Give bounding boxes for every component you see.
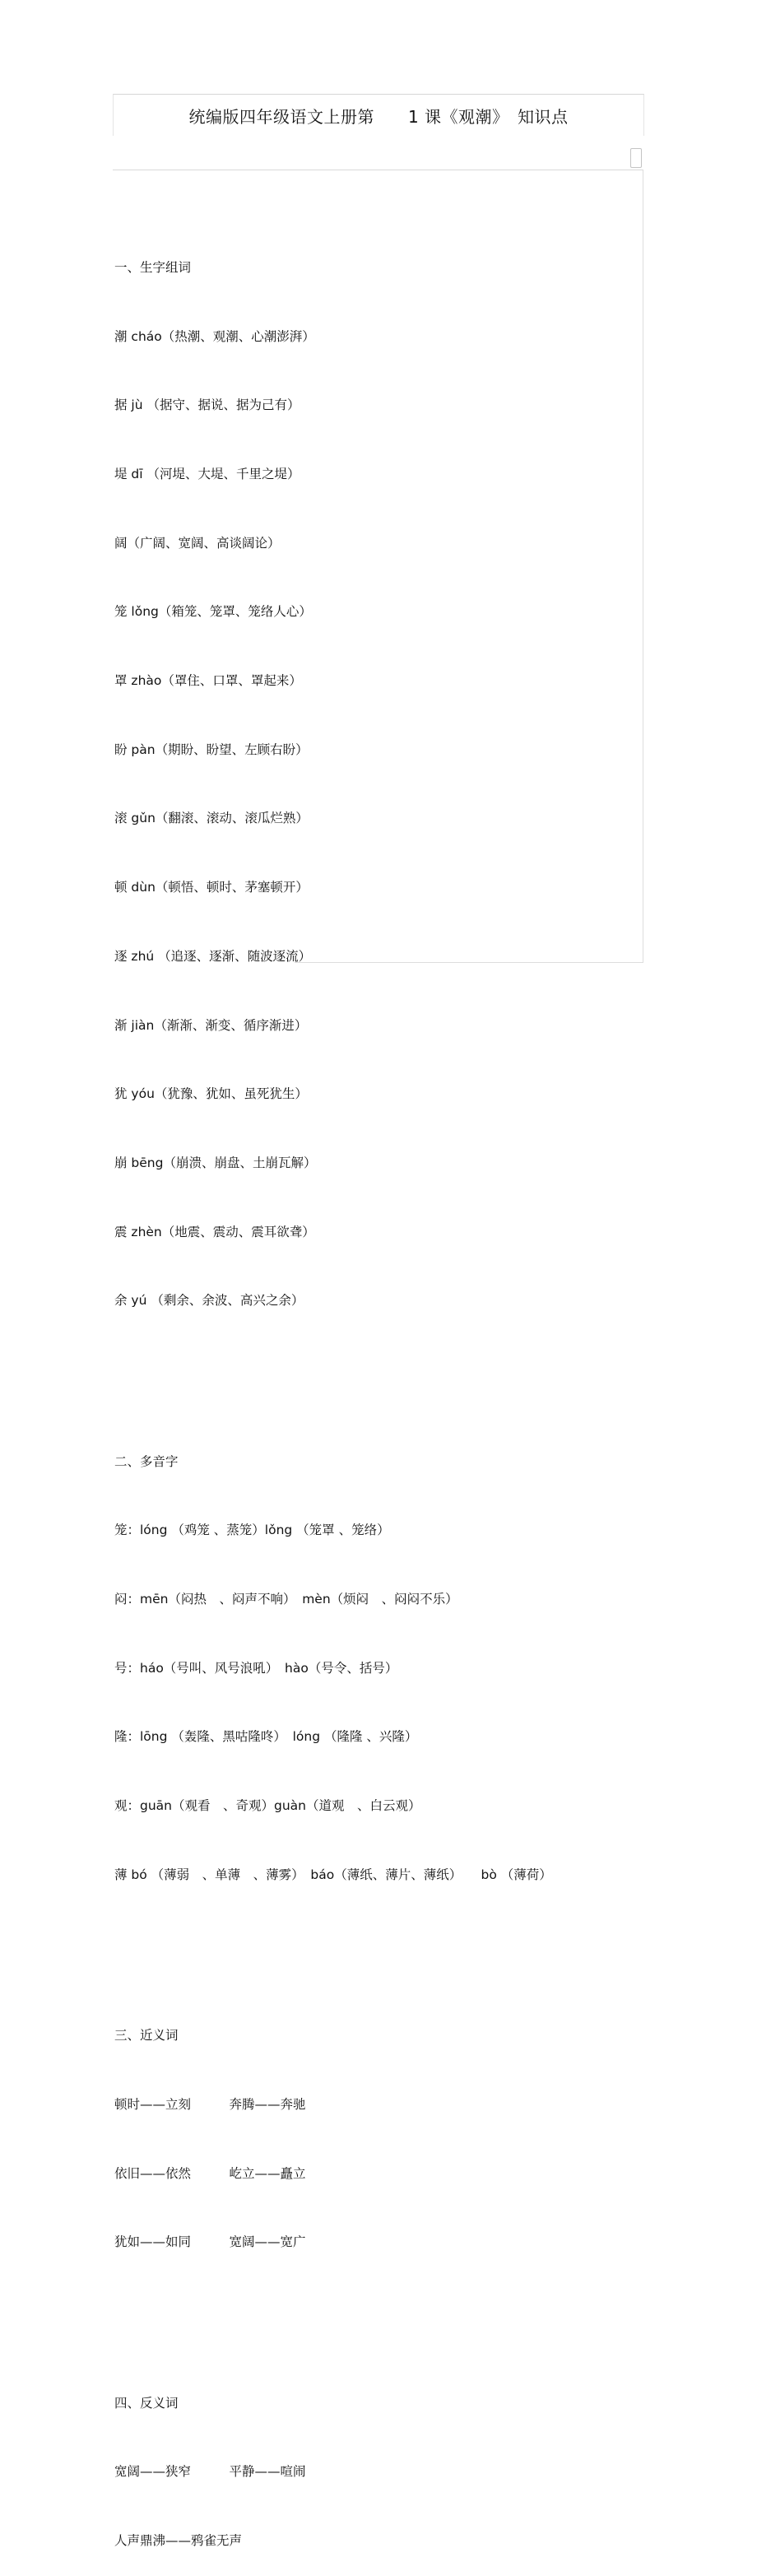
section-heading: 一、生字组词 [114,259,192,275]
list-item: 隆：lōng （轰隆、黑咕隆咚） lóng （隆隆 、兴隆） [114,1729,418,1745]
title-box [113,94,644,136]
section-heading: 三、近义词 [114,2028,179,2044]
list-item: 号：háo（号叫、风号浪吼） hào（号令、括号） [114,1660,398,1676]
list-item: 崩 bēng（崩溃、崩盘、土崩瓦解） [114,1155,317,1170]
list-item: 阔（广阔、宽阔、高谈阔论） [114,535,281,551]
list-item: 渐 jiàn（渐渐、渐变、循序渐进） [114,1017,308,1033]
document-body [114,211,641,2576]
list-item: 犹 yóu（犹豫、犹如、虽死犹生） [114,1086,308,1102]
list-item: 罩 zhào（罩住、口罩、罩起来） [114,673,302,689]
list-item: 宽阔——狭窄 平静——喧闹 [114,2464,306,2480]
list-item: 观：guān（观看 、奇观）guàn（道观 、白云观） [114,1798,421,1814]
list-item: 人声鼎沸——鸦雀无声 [114,2533,243,2549]
list-item: 依旧——依然 屹立——矗立 [114,2165,306,2181]
section-heading: 二、多音字 [114,1453,179,1469]
list-item: 犹如——如同 宽阔——宽广 [114,2234,306,2250]
list-item: 顿 dùn（顿悟、顿时、茅塞顿开） [114,880,309,895]
list-item: 据 jù （据守、据说、据为己有） [114,398,300,413]
scroll-handle[interactable] [630,148,642,168]
list-item: 潮 cháo（热潮、观潮、心潮澎湃） [114,328,315,344]
list-item: 薄 bó （薄弱 、单薄 、薄雾） báo（薄纸、薄片、薄纸） bò （薄荷） [114,1867,552,1882]
list-item: 余 yú （剩余、余波、高兴之余） [114,1293,304,1309]
section-heading: 四、反义词 [114,2395,179,2411]
list-item: 震 zhèn（地震、震动、震耳欲聋） [114,1224,315,1239]
list-item: 堤 dī （河堤、大堤、千里之堤） [114,466,300,481]
page-title: 统编版四年级语文上册第 1 课《观潮》 知识点 [188,107,569,127]
list-item: 滚 gǔn（翻滚、滚动、滚瓜烂熟） [114,811,309,826]
list-item: 盼 pàn（期盼、盼望、左顾右盼） [114,742,309,757]
list-item: 顿时——立刻 奔腾——奔驰 [114,2096,306,2112]
list-item: 逐 zhú （追逐、逐渐、随波逐流） [114,948,312,964]
list-item: 闷：mēn（闷热 、闷声不响） mèn（烦闷 、闷闷不乐） [114,1592,458,1607]
list-item: 笼 lǒng（箱笼、笼罩、笼络人心） [114,604,312,620]
list-item: 笼：lóng （鸡笼 、蒸笼）lǒng （笼罩 、笼络） [114,1523,390,1538]
